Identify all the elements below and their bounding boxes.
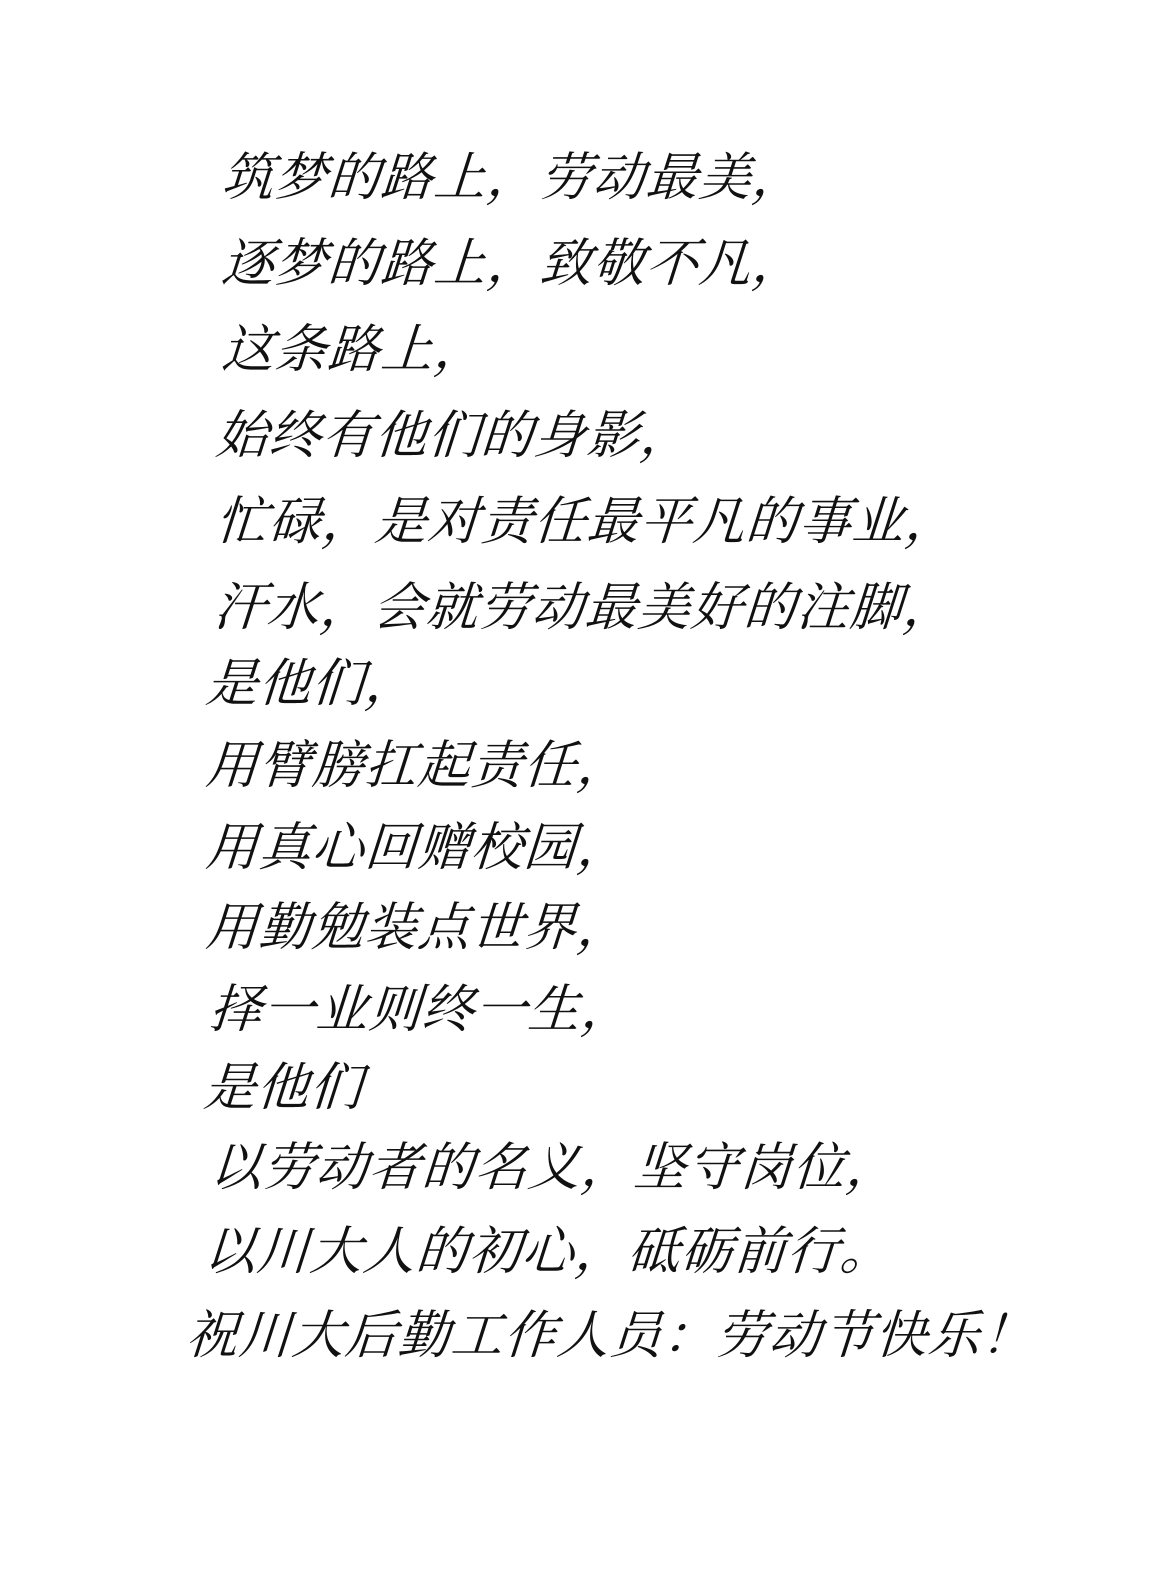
poem-line: 用勤勉装点世界， (203, 898, 633, 958)
poem-line: 逐梦的路上，致敬不凡， (219, 234, 808, 294)
poem-line: 始终有他们的身影， (213, 406, 696, 466)
poem-line: 是他们 (201, 1058, 366, 1118)
poem-line: 这条路上， (219, 320, 490, 380)
poem-line: 以劳动者的名义，坚守岗位， (207, 1138, 902, 1198)
poem-line: 用真心回赠校园， (203, 818, 633, 878)
poem-line: 择一业则终一生， (207, 980, 637, 1040)
closing-greeting-line: 祝川大后勤工作人员：劳动节快乐！ (183, 1306, 1037, 1366)
poem-line: 是他们， (203, 654, 421, 714)
poem-line: 忙碌，是对责任最平凡的事业， (213, 492, 961, 552)
poem-line: 用臂膀扛起责任， (203, 736, 633, 796)
poem-line: 汗水，会就劳动最美好的注脚， (211, 578, 959, 638)
poem-line: 以川大人的初心，砥砺前行。 (201, 1222, 896, 1282)
poem-line: 筑梦的路上，劳动最美， (219, 148, 808, 208)
